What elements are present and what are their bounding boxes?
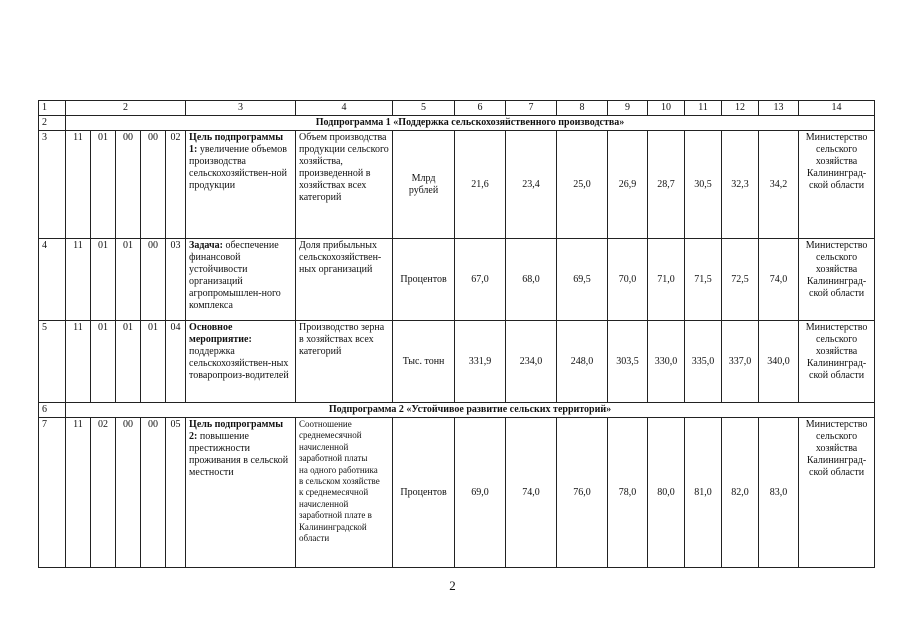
value-cell: 74,0 [759, 239, 799, 321]
value-cell: 25,0 [557, 131, 608, 239]
code-cell: 11 [66, 321, 91, 403]
code-cell: 05 [166, 418, 186, 568]
value-cell: 28,7 [648, 131, 685, 239]
value-cell: 335,0 [685, 321, 722, 403]
header-cell: 8 [557, 101, 608, 116]
header-cell: 2 [66, 101, 186, 116]
header-cell: 9 [608, 101, 648, 116]
goal-label: Задача: [189, 240, 223, 251]
value-cell: 80,0 [648, 418, 685, 568]
code-cell: 04 [166, 321, 186, 403]
responsible-cell: Министерство сельского хозяйства Калининград-ской области [799, 418, 875, 568]
indicator-line: на одного работника [299, 464, 378, 475]
responsible-cell: Министерство сельского хозяйства Калининград-ской области [799, 131, 875, 239]
header-cell: 10 [648, 101, 685, 116]
table-row [39, 321, 875, 403]
indicator-line: заработной плате в [299, 510, 372, 521]
value-cell: 82,0 [722, 418, 759, 568]
indicator-line: начисленной [299, 498, 349, 509]
unit-cell: Процентов [393, 418, 455, 568]
unit-cell: Процентов [393, 239, 455, 321]
responsible-cell: Министерство сельского хозяйства Калининград-ской области [799, 239, 875, 321]
value-cell: 337,0 [722, 321, 759, 403]
value-cell: 78,0 [608, 418, 648, 568]
header-cell: 4 [296, 101, 393, 116]
value-cell: 248,0 [557, 321, 608, 403]
goal-cell [186, 321, 296, 403]
header-cell: 12 [722, 101, 759, 116]
table-row [39, 418, 875, 568]
row-number: 3 [39, 131, 66, 239]
goal-cell [186, 418, 296, 568]
value-cell: 34,2 [759, 131, 799, 239]
indicator-cell [296, 418, 393, 568]
indicator-line: заработной платы [299, 453, 368, 464]
goal-cell [186, 239, 296, 321]
indicator-line: Соотношение [299, 419, 352, 429]
row-number: 5 [39, 321, 66, 403]
unit-cell: Тыс. тонн [393, 321, 455, 403]
subprogram-row [39, 116, 875, 131]
indicator-line: среднемесячной [299, 430, 362, 441]
indicators-table [38, 100, 875, 568]
value-cell: 83,0 [759, 418, 799, 568]
code-cell: 00 [141, 239, 166, 321]
code-cell: 01 [91, 131, 116, 239]
unit-cell: Млрд рублей [393, 131, 455, 239]
value-cell: 23,4 [506, 131, 557, 239]
value-cell: 32,3 [722, 131, 759, 239]
code-cell: 01 [116, 321, 141, 403]
subprogram-row [39, 403, 875, 418]
indicator-line: области [299, 533, 330, 544]
code-cell: 02 [91, 418, 116, 568]
table-row [39, 239, 875, 321]
value-cell: 331,9 [455, 321, 506, 403]
code-cell: 00 [116, 131, 141, 239]
header-cell: 7 [506, 101, 557, 116]
code-cell: 02 [166, 131, 186, 239]
code-cell: 00 [116, 418, 141, 568]
value-cell: 26,9 [608, 131, 648, 239]
goal-text: увеличение объемов производства сельскохозяйствен-ной продукции [189, 144, 287, 191]
value-cell: 69,0 [455, 418, 506, 568]
code-cell: 03 [166, 239, 186, 321]
goal-text: обеспечение финансовой устойчивости организаций агропромышлен-ного комплекса [189, 240, 281, 311]
header-row [39, 101, 875, 116]
indicator-line: Калининградской [299, 521, 367, 532]
value-cell: 68,0 [506, 239, 557, 321]
goal-cell [186, 131, 296, 239]
header-cell: 6 [455, 101, 506, 116]
value-cell: 30,5 [685, 131, 722, 239]
goal-text: поддержка сельскохозяйствен-ных товаропроиз-водителей [189, 346, 289, 381]
header-cell: 3 [186, 101, 296, 116]
indicator-line: начисленной [299, 441, 349, 452]
goal-text: повышение престижности проживания в сельской местности [189, 431, 289, 478]
goal-label: Цель подпрограммы 1: [189, 132, 284, 155]
row-number: 4 [39, 239, 66, 321]
row-number: 2 [39, 116, 66, 131]
responsible-cell: Министерство сельского хозяйства Калининград-ской области [799, 321, 875, 403]
subprogram-title: Подпрограмма 1 «Поддержка сельскохозяйственного производства» [66, 116, 875, 131]
header-cell: 11 [685, 101, 722, 116]
value-cell: 72,5 [722, 239, 759, 321]
indicator-line: в сельском хозяйстве [299, 476, 380, 487]
value-cell: 71,0 [648, 239, 685, 321]
header-cell: 14 [799, 101, 875, 116]
code-cell: 01 [141, 321, 166, 403]
code-cell: 11 [66, 418, 91, 568]
value-cell: 69,5 [557, 239, 608, 321]
indicator-cell: Производство зерна в хозяйствах всех категорий [296, 321, 393, 403]
value-cell: 76,0 [557, 418, 608, 568]
goal-label: Основное мероприятие: [189, 322, 252, 345]
value-cell: 330,0 [648, 321, 685, 403]
value-cell: 71,5 [685, 239, 722, 321]
header-cell: 13 [759, 101, 799, 116]
value-cell: 21,6 [455, 131, 506, 239]
page-number: 2 [449, 578, 456, 593]
code-cell: 01 [91, 239, 116, 321]
indicator-cell: Доля прибыльных сельскохозяйствен-ных организаций [296, 239, 393, 321]
goal-label: Цель подпрограммы 2: [189, 419, 284, 442]
row-number: 7 [39, 418, 66, 568]
indicator-line: к среднемесячной [299, 487, 369, 498]
value-cell: 234,0 [506, 321, 557, 403]
code-cell: 00 [141, 418, 166, 568]
indicator-cell: Объем производства продукции сельского хозяйства, произведенной в хозяйствах всех категорий [296, 131, 393, 239]
code-cell: 11 [66, 239, 91, 321]
table-row [39, 131, 875, 239]
value-cell: 74,0 [506, 418, 557, 568]
subprogram-title: Подпрограмма 2 «Устойчивое развитие сельских территорий» [66, 403, 875, 418]
code-cell: 11 [66, 131, 91, 239]
code-cell: 01 [116, 239, 141, 321]
value-cell: 303,5 [608, 321, 648, 403]
header-cell: 1 [39, 101, 66, 116]
value-cell: 67,0 [455, 239, 506, 321]
value-cell: 340,0 [759, 321, 799, 403]
code-cell: 01 [91, 321, 116, 403]
value-cell: 70,0 [608, 239, 648, 321]
row-number: 6 [39, 403, 66, 418]
header-cell: 5 [393, 101, 455, 116]
code-cell: 00 [141, 131, 166, 239]
value-cell: 81,0 [685, 418, 722, 568]
